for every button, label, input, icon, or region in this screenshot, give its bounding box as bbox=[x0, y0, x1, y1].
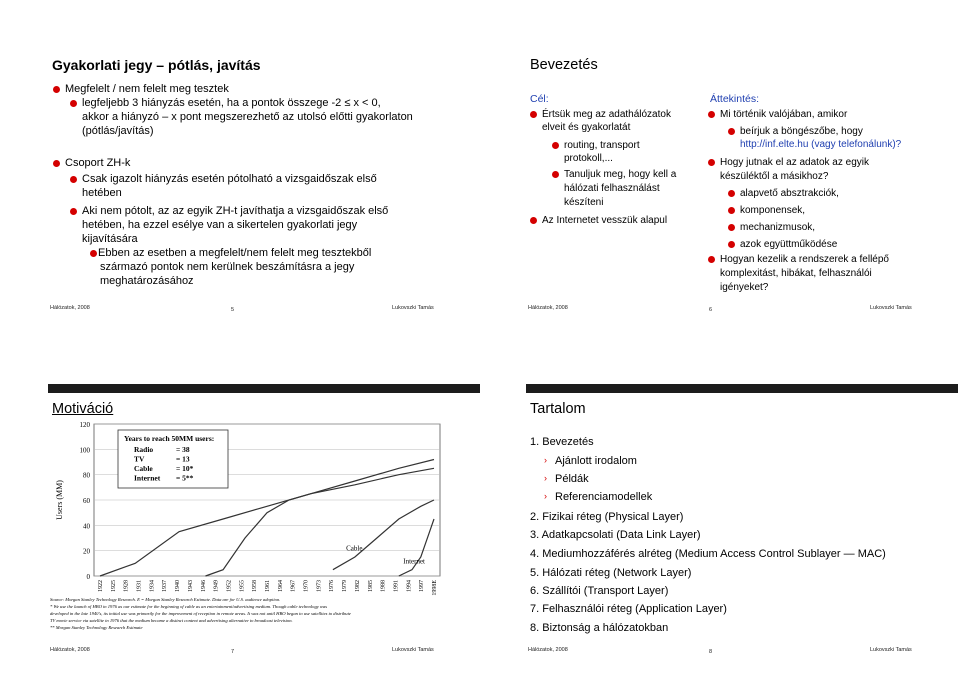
bullet-level1: Hogy jutnak el az adatok az egyik bbox=[708, 156, 869, 169]
source-note: developed in the late 1940's, its initial use was primarily for the improvement of reception in remote areas. It was not until HBO began to use satellites to distribute bbox=[50, 611, 351, 616]
bullet-icon bbox=[90, 250, 97, 257]
y-tick-label: 40 bbox=[83, 522, 90, 531]
footer-left: Hálózatok, 2008 bbox=[50, 305, 90, 311]
bullet-cont: hetében, ha ezzel esélye van a sikertelen gyakorlati jegy bbox=[82, 219, 358, 231]
inset-row-label: Radio bbox=[134, 445, 154, 454]
slide-6 bbox=[526, 42, 958, 317]
caret-icon: › bbox=[544, 491, 547, 501]
x-tick-label: 1988 bbox=[380, 580, 387, 592]
slide-top-bar bbox=[48, 384, 480, 393]
series-label-internet: Internet bbox=[403, 557, 426, 566]
x-tick-label: 1973 bbox=[316, 580, 323, 592]
bullet-level1: Az Internetet vesszük alapul bbox=[530, 214, 667, 227]
x-tick-label: 1979 bbox=[342, 580, 349, 592]
toc-item[interactable]: 4. Mediumhozzáférés alréteg (Medium Access Control Sublayer — MAC) bbox=[530, 548, 886, 560]
bullet-level1: Mi történik valójában, amikor bbox=[708, 108, 847, 121]
inset-row-value: = 5** bbox=[176, 473, 194, 483]
x-tick-label: 1985 bbox=[367, 580, 374, 592]
x-tick-label: 1998E bbox=[432, 580, 438, 596]
x-tick-label: 1928 bbox=[123, 580, 130, 592]
x-tick-label: 1931 bbox=[136, 580, 143, 592]
slide-top-bar bbox=[526, 384, 958, 393]
inset-row-label: Cable bbox=[134, 464, 153, 473]
bullet-cont: elveit és gyakorlatát bbox=[542, 122, 631, 133]
slide-8 bbox=[526, 384, 958, 659]
toc-subitem[interactable]: › Ajánlott irodalom bbox=[544, 455, 637, 467]
bullet-cont: készüléktől a másikhoz? bbox=[720, 171, 829, 182]
caret-icon: › bbox=[544, 455, 547, 465]
toc-subitem[interactable]: › Referenciamodellek bbox=[544, 491, 653, 503]
x-tick-label: 1940 bbox=[175, 580, 182, 592]
footer-right: Lukovszki Tamás bbox=[392, 647, 434, 653]
bullet-level2: Aki nem pótolt, az az egyik ZH-t javíthatja a vizsgaidőszak első bbox=[70, 205, 388, 219]
bullet-icon bbox=[53, 160, 60, 167]
bullet-cont: meghatározásához bbox=[100, 275, 194, 287]
x-tick-label: 1946 bbox=[200, 580, 207, 592]
x-tick-label: 1955 bbox=[239, 580, 246, 592]
bullet-icon bbox=[530, 111, 537, 118]
page-number: 5 bbox=[231, 307, 235, 313]
y-tick-label: 0 bbox=[86, 573, 90, 581]
x-tick-label: 1934 bbox=[149, 580, 156, 592]
toc-item[interactable]: 3. Adatkapcsolati (Data Link Layer) bbox=[530, 529, 701, 541]
bullet-level2: azok együttműködése bbox=[728, 238, 837, 251]
bullet-cont: (pótlás/javítás) bbox=[82, 125, 154, 137]
bullet-icon bbox=[728, 241, 735, 248]
bullet-level2: mechanizmusok, bbox=[728, 221, 815, 234]
inset-row-value: = 13 bbox=[176, 454, 190, 464]
bullet-icon bbox=[530, 217, 537, 224]
x-tick-label: 1982 bbox=[354, 580, 361, 592]
x-tick-label: 1925 bbox=[110, 580, 117, 592]
footer-left: Hálózatok, 2008 bbox=[528, 305, 568, 311]
footer-right: Lukovszki Tamás bbox=[392, 305, 434, 311]
y-tick-label: 80 bbox=[83, 471, 90, 480]
x-tick-label: 1961 bbox=[265, 580, 271, 592]
y-tick-label: 120 bbox=[79, 421, 90, 429]
y-tick-label: 100 bbox=[79, 446, 90, 455]
toc-item[interactable]: 6. Szállítói (Transport Layer) bbox=[530, 585, 669, 597]
bullet-icon bbox=[552, 142, 559, 149]
footer-right: Lukovszki Tamás bbox=[870, 647, 912, 653]
footer-left: Hálózatok, 2008 bbox=[528, 647, 568, 653]
bullet-cont: igényeket? bbox=[720, 282, 769, 293]
footer-left: Hálózatok, 2008 bbox=[50, 647, 90, 653]
bullet-icon bbox=[728, 224, 735, 231]
page-number: 7 bbox=[231, 649, 235, 655]
inset-row-label: TV bbox=[134, 454, 145, 464]
slide-title: Motiváció bbox=[52, 401, 114, 417]
page-number: 8 bbox=[709, 649, 713, 655]
bullet-icon bbox=[53, 86, 60, 93]
source-note: * We use the launch of HBO in 1976 as our estimate for the beginning of cable as an entertainment/advertising medium. Though cable technology was bbox=[50, 604, 328, 609]
caret-icon: › bbox=[544, 473, 547, 483]
url-link[interactable]: http://inf.elte.hu bbox=[740, 139, 809, 150]
bullet-level1: Csoport ZH-k bbox=[53, 157, 130, 171]
x-tick-label: 1958 bbox=[252, 580, 259, 592]
x-tick-label: 1922 bbox=[98, 580, 104, 592]
bullet-icon bbox=[728, 207, 735, 214]
bullet-cont: hálózati felhasználást bbox=[564, 183, 660, 194]
inset-row-value: = 10* bbox=[176, 464, 194, 473]
x-tick-label: 1994 bbox=[406, 580, 413, 592]
bullet-level2: Tanuljuk meg, hogy kell a bbox=[552, 168, 676, 181]
x-tick-label: 1952 bbox=[226, 580, 233, 592]
x-tick-label: 1997 bbox=[419, 580, 426, 592]
x-tick-label: 1943 bbox=[187, 580, 194, 592]
bullet-level2: alapvető absztrakciók, bbox=[728, 187, 839, 200]
bullet-cont: hetében bbox=[82, 187, 122, 199]
x-tick-label: 1967 bbox=[290, 580, 297, 592]
source-note: Source: Morgan Stanley Technology Research. E = Morgan Stanley Research Estimate. Data are for U.S. audience adoption. bbox=[50, 597, 281, 602]
bullet-cont: készíteni bbox=[564, 197, 604, 208]
y-tick-label: 60 bbox=[83, 497, 90, 505]
bullet-level2: routing, transport bbox=[552, 139, 640, 152]
bullet-cont: származó pontok nem kerülnek beszámításra a jegy bbox=[100, 261, 355, 273]
toc-item[interactable]: 1. Bevezetés bbox=[530, 436, 594, 448]
slide-title: Gyakorlati jegy – pótlás, javítás bbox=[52, 57, 261, 73]
x-tick-label: 1949 bbox=[213, 580, 220, 592]
x-tick-label: 1991 bbox=[393, 580, 400, 592]
overview-label: Áttekintés: bbox=[710, 93, 760, 105]
x-tick-label: 1937 bbox=[162, 580, 169, 592]
bullet-cont: protokoll,... bbox=[564, 153, 613, 164]
inset-row-value: = 38 bbox=[176, 445, 190, 454]
bullet-level2: Csak igazolt hiányzás esetén pótolható a vizsgaidőszak első bbox=[70, 173, 377, 187]
bullet-level2: komponensek, bbox=[728, 204, 805, 217]
toc-item[interactable]: 7. Felhasználói réteg (Application Layer) bbox=[530, 603, 727, 615]
slide-7 bbox=[48, 384, 480, 659]
bullet-icon bbox=[70, 208, 77, 215]
y-tick-label: 20 bbox=[83, 547, 90, 556]
bullet-icon bbox=[708, 111, 715, 118]
y-axis-label: Users (MM) bbox=[55, 480, 64, 520]
toc-item[interactable]: 8. Biztonság a hálózatokban bbox=[530, 622, 669, 634]
inset-row-label: Internet bbox=[134, 473, 161, 483]
bullet-cont: komplexitást, hibákat, felhasználói bbox=[720, 268, 872, 279]
bullet-level2: legfeljebb 3 hiányzás esetén, ha a pontok összege -2 ≤ x < 0, bbox=[70, 97, 381, 111]
toc-item[interactable]: 2. Fizikai réteg (Physical Layer) bbox=[530, 511, 684, 523]
x-tick-label: 1970 bbox=[303, 580, 310, 592]
bullet-level2: beírjuk a böngészőbe, hogy bbox=[728, 125, 863, 138]
x-tick-label: 1976 bbox=[329, 580, 336, 592]
bullet-level1: Hogyan kezelik a rendszerek a fellépő bbox=[708, 253, 889, 266]
bullet-icon bbox=[708, 159, 715, 166]
goal-label: Cél: bbox=[530, 93, 549, 105]
source-note: ** Morgan Stanley Technology Research Estimate bbox=[50, 625, 143, 630]
x-tick-label: 1964 bbox=[277, 580, 284, 592]
users-growth-chart bbox=[48, 418, 480, 638]
bullet-icon bbox=[728, 128, 735, 135]
bullet-level3: Ebben az esetben a megfelelt/nem felelt meg tesztekből bbox=[90, 247, 371, 261]
inset-title: Years to reach 50MM users: bbox=[124, 434, 215, 443]
bullet-icon bbox=[728, 190, 735, 197]
slide-title: Tartalom bbox=[530, 401, 586, 417]
bullet-cont: akkor a hiányzó – x pont megszerezhető az utolsó előtti gyakorlaton bbox=[82, 111, 413, 123]
bullet-level1: Értsük meg az adathálózatok bbox=[530, 108, 671, 121]
source-note: TV movie service via satellite in 1976 that the medium became a distinct content and advertising alternative to broadcast television. bbox=[50, 618, 293, 623]
series-label-cable: Cable bbox=[346, 544, 363, 553]
toc-item[interactable]: 5. Hálózati réteg (Network Layer) bbox=[530, 567, 692, 579]
bullet-icon bbox=[70, 100, 77, 107]
bullet-level1: Megfelelt / nem felelt meg tesztek bbox=[53, 83, 229, 97]
toc-subitem[interactable]: › Példák bbox=[544, 473, 589, 485]
slide-title: Bevezetés bbox=[530, 57, 598, 73]
footer-right: Lukovszki Tamás bbox=[870, 305, 912, 311]
page-number: 6 bbox=[709, 307, 713, 313]
bullet-icon bbox=[708, 256, 715, 263]
bullet-cont: kijavítására bbox=[82, 233, 138, 245]
bullet-icon bbox=[70, 176, 77, 183]
bullet-icon bbox=[552, 171, 559, 178]
bullet-cont: http://inf.elte.hu (vagy telefonálunk)? bbox=[740, 139, 902, 150]
slide-5 bbox=[48, 42, 480, 317]
